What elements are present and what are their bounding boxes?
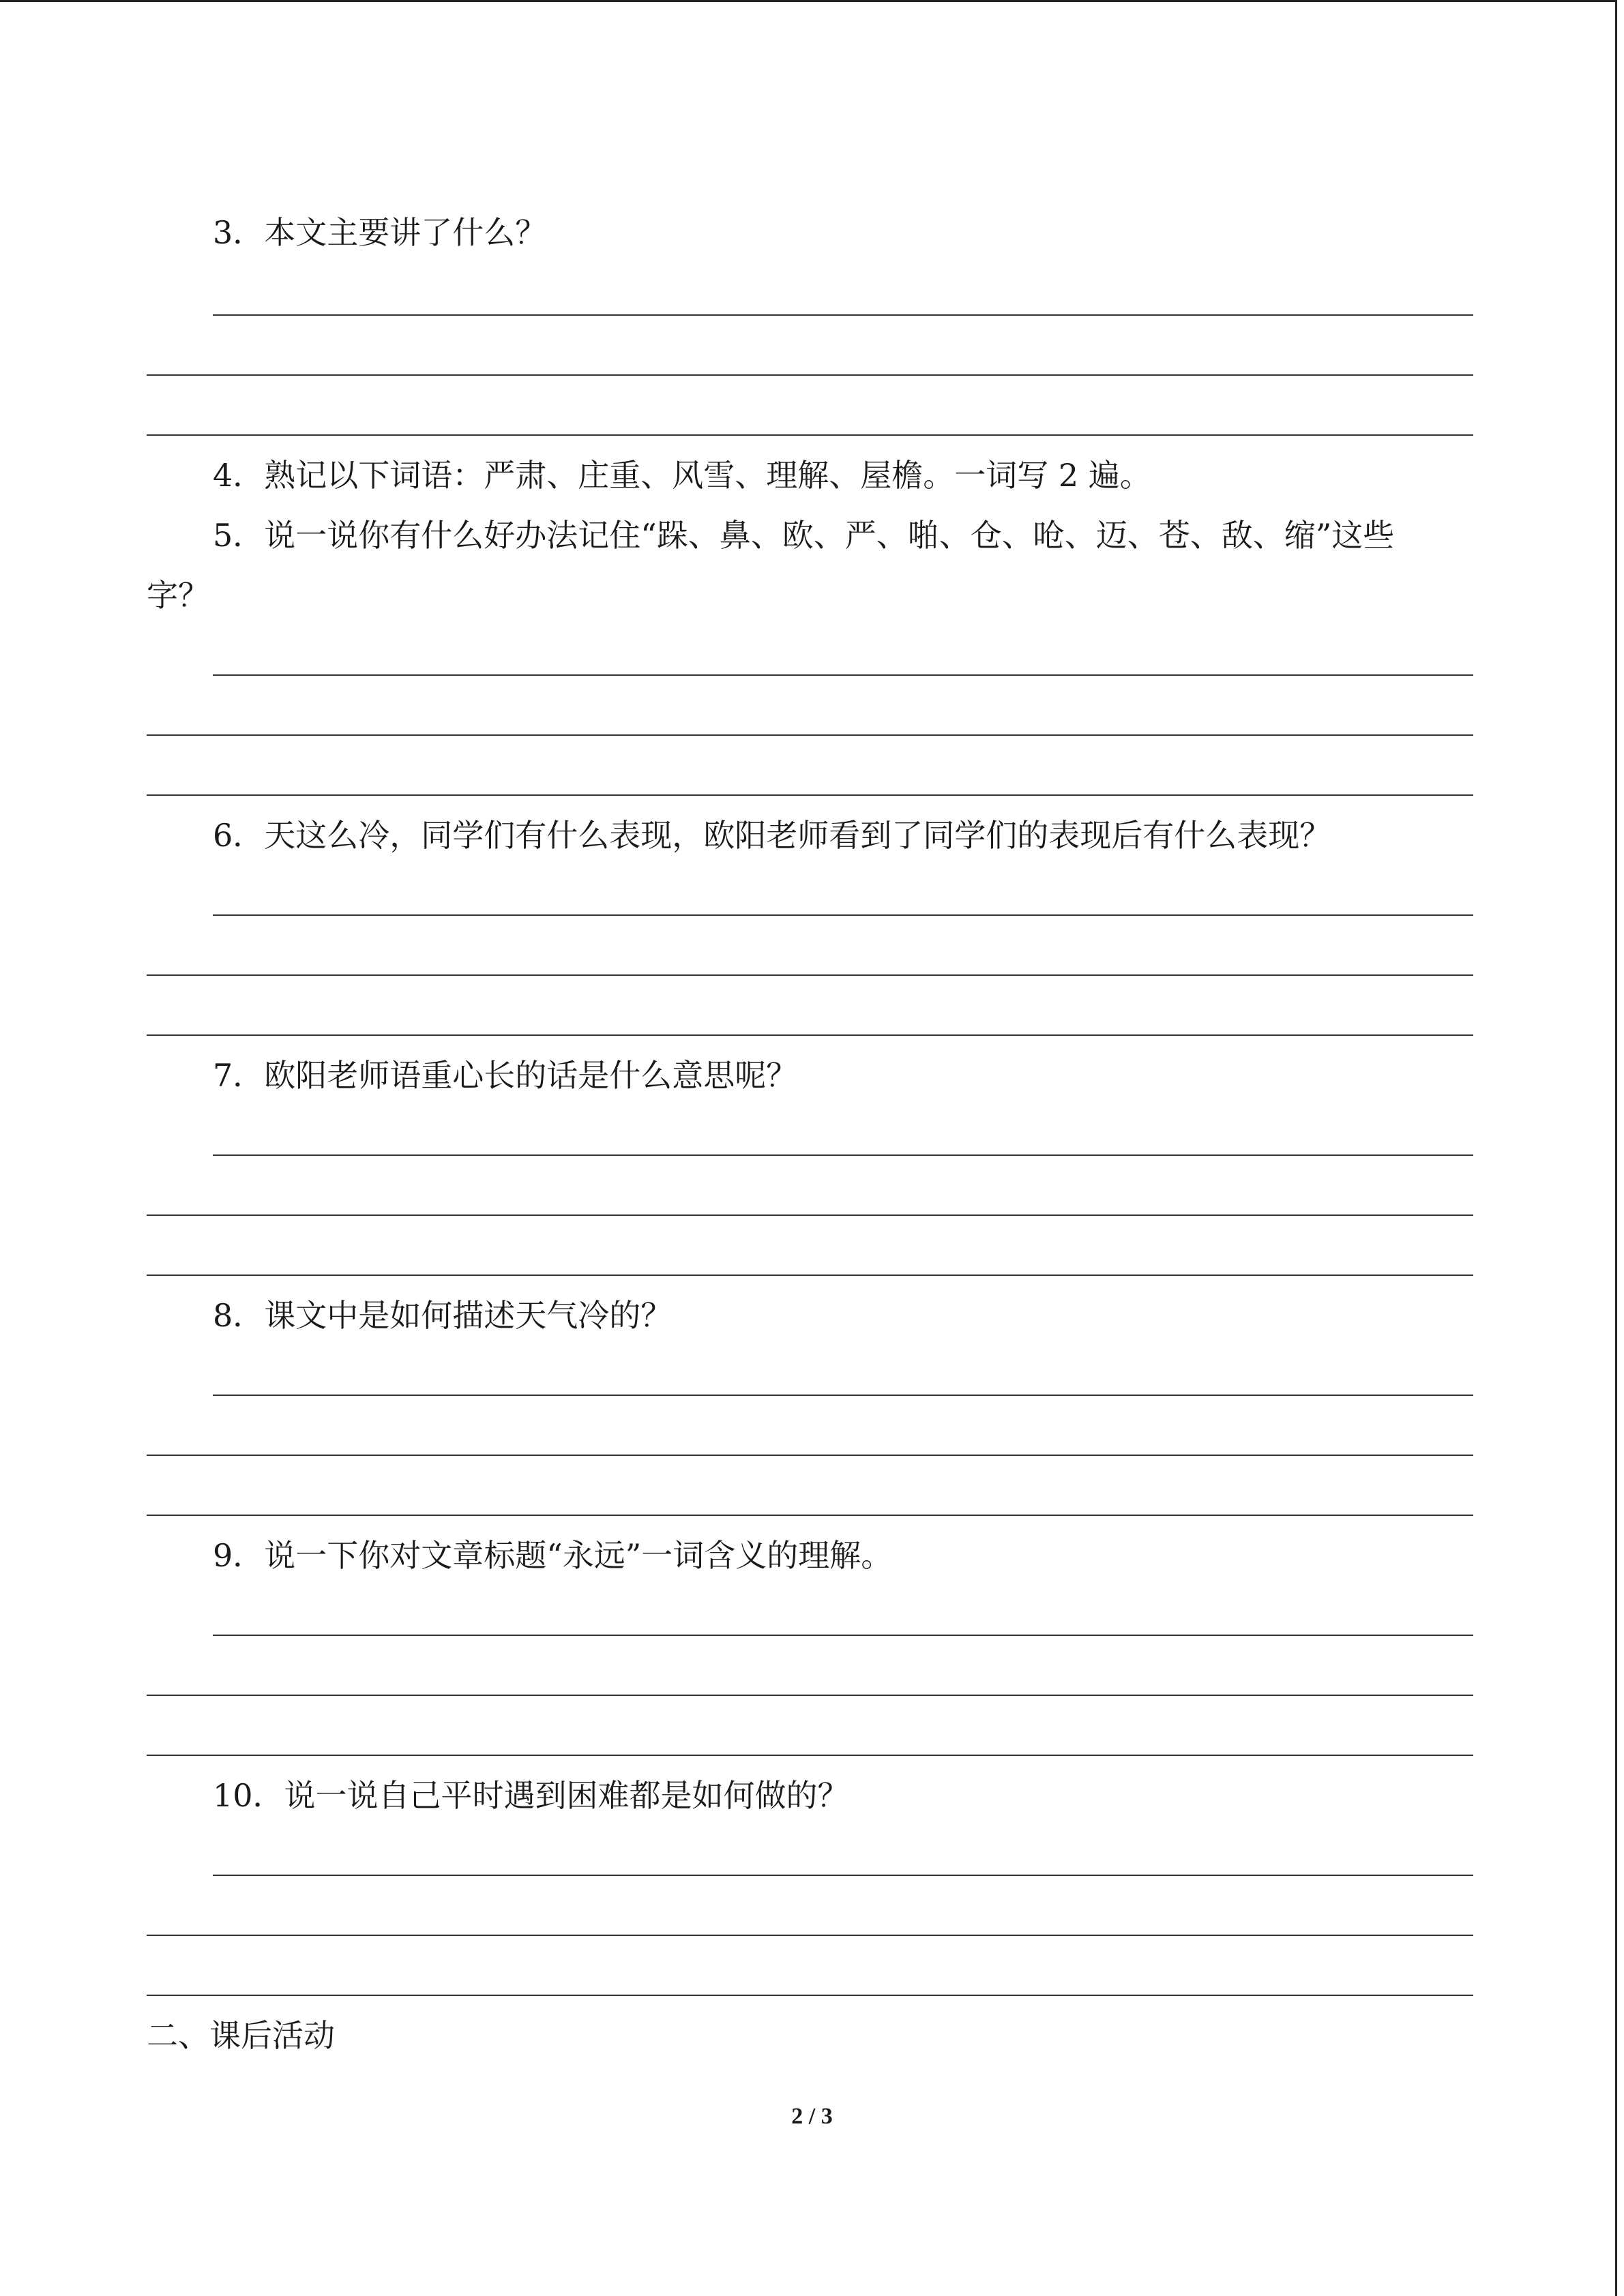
answer-line[interactable] [147, 1995, 1473, 1996]
question-5: 5．说一说你有什么好办法记住“跺、鼻、欧、严、啪、仓、呛、迈、苍、敌、缩”这些 [213, 517, 1395, 554]
question-5-continued: 字？ [147, 577, 209, 614]
question-4: 4．熟记以下词语：严肃、庄重、风雪、理解、屋檐。一词写 2 遍。 [213, 457, 1151, 494]
answer-line[interactable] [147, 1214, 1473, 1216]
answer-line[interactable] [213, 314, 1473, 316]
page-number: 2 / 3 [791, 2104, 833, 2129]
answer-line[interactable] [147, 1455, 1473, 1456]
answer-line[interactable] [147, 734, 1473, 736]
answer-line[interactable] [147, 374, 1473, 376]
answer-line[interactable] [213, 1395, 1473, 1396]
answer-line[interactable] [147, 1695, 1473, 1696]
answer-line[interactable] [147, 1034, 1473, 1036]
answer-line[interactable] [213, 1154, 1473, 1156]
answer-line[interactable] [213, 1875, 1473, 1876]
answer-line[interactable] [213, 914, 1473, 916]
question-10: 10．说一说自己平时遇到困难都是如何做的？ [213, 1777, 849, 1814]
question-8: 8．课文中是如何描述天气冷的？ [213, 1297, 673, 1334]
answer-line[interactable] [147, 1755, 1473, 1756]
answer-line[interactable] [213, 1635, 1473, 1636]
question-9: 9．说一下你对文章标题“永远”一词含义的理解。 [213, 1537, 893, 1574]
answer-line[interactable] [147, 1274, 1473, 1276]
answer-line[interactable] [147, 974, 1473, 976]
answer-line[interactable] [213, 674, 1473, 676]
question-3: 3．本文主要讲了什么？ [213, 214, 547, 251]
answer-line[interactable] [147, 794, 1473, 796]
section-heading: 二、课后活动 [147, 2017, 335, 2054]
answer-line[interactable] [147, 1935, 1473, 1936]
question-7: 7．欧阳老师语重心长的话是什么意思呢？ [213, 1057, 798, 1094]
answer-line[interactable] [147, 434, 1473, 436]
question-6: 6．天这么冷，同学们有什么表现，欧阳老师看到了同学们的表现后有什么表现？ [213, 817, 1331, 854]
answer-line[interactable] [147, 1515, 1473, 1516]
